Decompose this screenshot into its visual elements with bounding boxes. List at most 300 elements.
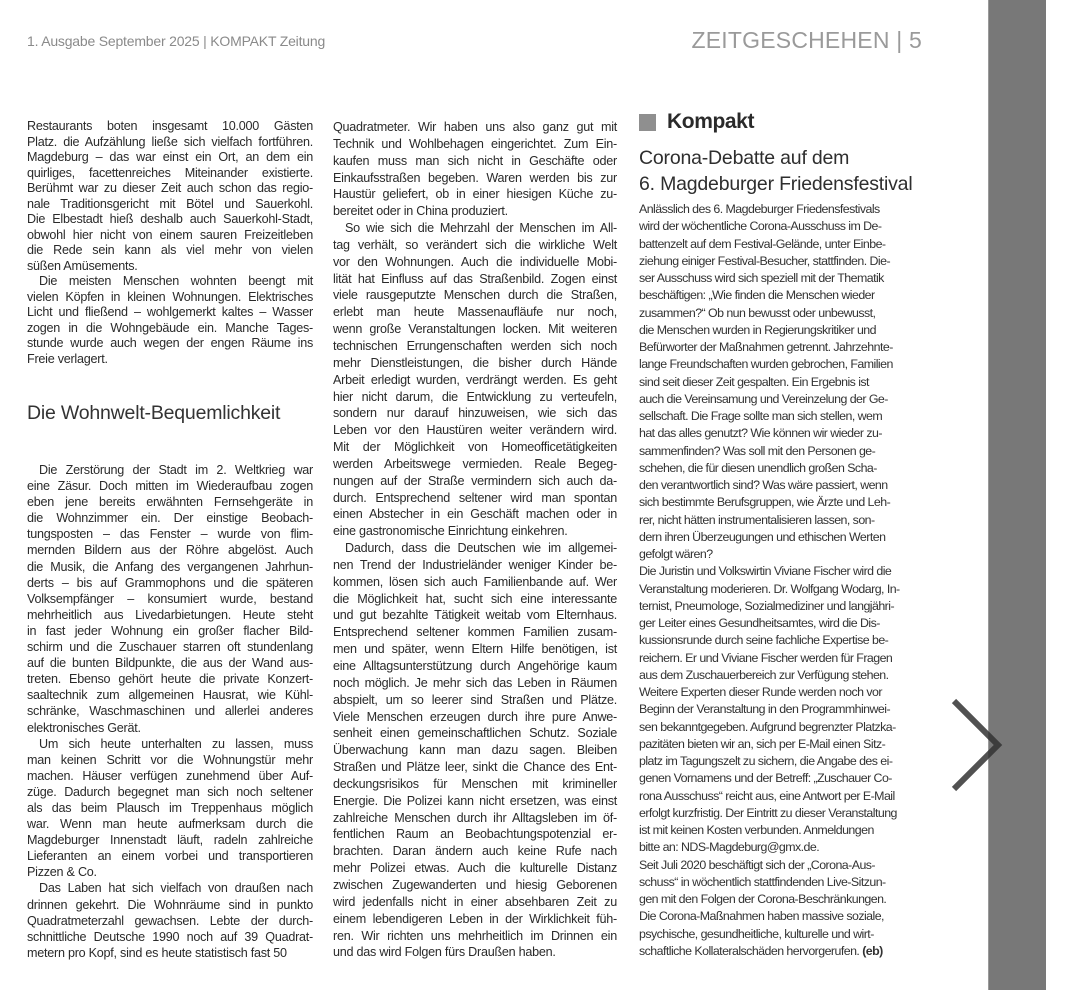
line-text: schaftliche Kollateralschäden hervorgerufen. [639,943,860,958]
line-text: Technik und Wohlbehagen eingerichtet. Zum Ein- [333,136,617,151]
line-text: So wie sich die Mehrzahl der Menschen im All- [345,221,617,236]
line-text: Haustür geliefert, ob in einer hiesigen Küche zu- [333,187,617,202]
line-text: saaltechnik zum allgemeinen Hausrat, wie Kühl- [27,688,313,703]
line-text: mehr Dienstleistungen, die bisher durch Hände [333,355,617,370]
text-line [639,719,923,736]
text-line [333,456,617,473]
text-line [27,135,313,151]
line-text: Magdeburger Innenstadt läuft, radeln zahlreiche [27,833,313,848]
line-text: mehrheitlich aus Livedarbietungen. Heute steht [27,607,313,622]
text-line [27,166,313,182]
line-text: derts – bis auf Grammophons und die späteren [27,575,313,590]
text-line [27,848,313,864]
text-line [333,574,617,591]
line-text: Entsprechend seltener kommen Familien zusam- [333,625,617,640]
line-text: Platz. die Aufzählung ließe sich vielfach fortführen. [27,134,313,149]
text-line [333,624,617,641]
text-line [639,305,923,322]
text-line [639,650,923,667]
line-text: Arbeit erledigt wurden, verdrängt werden. Es geht [333,372,617,387]
text-line [27,897,313,913]
line-text: sammenfinden? Was soll mit den Personen ge- [639,443,876,458]
line-text: war. Wenn man heute aufmerksam durch die [27,817,313,832]
line-text: Die meisten Menschen wohnten beengt mit [39,274,313,288]
paragraph [27,880,313,960]
text-line [639,891,923,908]
line-text: Einkaufsstraßen begeben. Waren werden bis zur [333,170,617,185]
text-line [27,274,313,290]
text-line [639,374,923,391]
text-line [27,607,313,623]
line-text: Um sich heute unterhalten zu lassen, muss [39,736,313,751]
paragraph [333,220,617,540]
kompakt-article-title [639,145,912,197]
line-text: kommen, lösen sich auch Familienbande auf. Wer [333,574,617,589]
line-text: Straßen und Plätze leer, sinkt die Chance des Ent- [333,760,617,775]
text-line [27,494,313,510]
article-column-1-section [27,462,313,961]
section-page-label: ZEITGESCHEHEN | 5 [691,27,922,53]
kompakt-article-body [639,201,923,960]
text-line [333,405,617,422]
text-line [333,506,617,523]
text-line [639,425,923,442]
line-text: obwohl hier nicht von einem sauren Freizeitleben [27,227,313,242]
text-line [639,460,923,477]
line-text: stunde wurde auch wegen der engen Räume ins [27,336,313,350]
line-text: zahlreiche Menschen durch ihr Alltagsleben im öf- [333,810,617,825]
text-line [639,598,923,615]
line-text: sellschaft. Die Frage sollte man sich stellen, wem [639,409,883,423]
text-line [27,832,313,848]
line-text: noch möglich. Je mehr sich das Leben in Räumen [333,675,617,690]
title-line: Corona-Debatte auf dem [639,147,850,169]
line-text: Anlässlich des 6. Magdeburger Friedensfestivals [639,202,880,216]
text-line [27,655,313,671]
issue-info: 1. Ausgabe September 2025 | KOMPAKT Zeitung [27,33,326,49]
line-text: vielen Köpfen in kleinen Wohnungen. Elektrisches [27,289,313,304]
line-text: mernden Bildern aus der Röhre abgelöst. Auch [27,543,313,558]
text-line [333,877,617,894]
text-line [333,641,617,658]
line-text: senheit einen gemeinschaftlichen Schutz. Soziale [333,726,617,741]
line-text: elektronisches Gerät. [27,720,141,735]
text-line [27,478,313,494]
line-text: ger Leiter eines Gesundheitsamtes, wird die Dis- [639,616,880,630]
text-line [27,913,313,929]
text-line [639,926,923,943]
line-text: die Wohnzimmer ein. Der einstige Beobach- [27,511,313,526]
text-line [639,770,923,787]
line-text: Pizzen & Co. [27,865,97,880]
text-line [333,843,617,860]
line-text: nale Traditionsgericht mit Bötel und Sauerkohl. [27,196,313,211]
text-line [333,911,617,928]
kompakt-section-header [639,110,754,134]
text-line [639,391,923,408]
line-text: Quadratmeter. Wir haben uns also ganz gut mit [333,120,617,134]
text-line [639,253,923,270]
line-text: rer, nicht hätten instrumentalisieren lassen, son- [639,512,875,527]
line-text: wird jedenfalls nicht in einer absehbaren Zeit zu [333,894,617,909]
line-text: die Rede sein kann als viel mehr von vielen [27,243,313,257]
text-line [27,119,313,135]
text-line [333,591,617,608]
text-line [333,557,617,574]
text-line [27,703,313,719]
section-marker-square [639,114,656,131]
line-text: wird der wöchentliche Corona-Ausschuss im De- [639,219,882,234]
line-text: Das Laben hat sich vielfach von draußen nach [39,881,313,896]
paragraph [27,274,313,367]
line-text: aus dem Zuschauerbereich zur Verfügung stehen. [639,667,889,682]
text-line [27,736,313,752]
text-line [639,581,923,598]
line-text: zwischen Zugewanderten und hiesig Geborenen [333,877,617,892]
article-column-1-intro [27,119,313,367]
text-line [27,228,313,244]
text-line [27,752,313,768]
line-text: reichern. Er und Viviane Fischer werden für Fragen [639,650,893,665]
text-line [27,510,313,526]
text-line [27,181,313,197]
line-text: Energie. Die Polizei kann nicht ersetzen, was einst [333,793,617,808]
line-text: genen Vornamens und der Betreff: „Zuschauer Co- [639,771,892,786]
line-text: erfolgt kurzfristig. Der Eintritt zu dieser Veranstaltung [639,805,897,820]
text-line [333,203,617,220]
line-text: und gut bezahlte Tätigkeit weitab vom Elternhaus. [333,608,617,623]
article-column-2 [333,119,617,961]
line-text: eine Zäsur. Doch mitten im Wiederaufbau zogen [27,479,313,494]
line-text: lange Freundschaften wurden gebrochen, Familien [639,357,893,372]
text-line [27,243,313,259]
text-line [27,321,313,337]
line-text: in fast jeder Wohnung ein großer flacher Bild- [27,623,313,638]
text-line [27,352,313,368]
text-line [639,236,923,253]
text-line [639,322,923,339]
line-text: den verantwortlich sind? Was wäre passiert, wenn [639,478,888,492]
paragraph [639,201,923,563]
author-signature: (eb) [862,943,883,958]
line-text: man keinen Schritt vor die Wohnungstür mehr [27,752,313,767]
line-text: gefolgt wären? [639,547,713,561]
text-line [333,658,617,675]
text-line [333,186,617,203]
text-line [639,339,923,356]
text-line [27,768,313,784]
line-text: ren. Wir richten uns mehrheitlich im Drinnen ein [333,928,617,943]
line-text: Befürworter der Maßnahmen getrennt. Jahrzehnte- [639,340,893,354]
paragraph [333,119,617,220]
line-text: ziehung einiger Festival-Besucher, stattfinden. Die- [639,253,891,268]
line-text: deckungsrisikos für Menschen mit krimineller [333,776,617,791]
line-text: technischen Errungenschaften werden sich noch [333,338,617,353]
line-text: tungsposten – das Fenster – wurde von flim- [27,527,313,542]
text-line [639,632,923,649]
line-text: Die Zerstörung der Stadt im 2. Weltkrieg war [39,463,313,477]
line-text: tag verhält, so verändert sich die wirkliche Welt [333,237,617,252]
text-line [639,546,923,563]
text-line [333,540,617,557]
line-text: ternist, Pneumologe, Sozialmediziner und langjähri- [639,598,895,613]
paragraph [27,462,313,736]
text-line [333,860,617,877]
text-line [333,793,617,810]
line-text: Die Elbestadt hieß deshalb auch Sauerkohl-Stadt, [27,212,313,226]
text-line [639,443,923,460]
text-line [639,287,923,304]
text-line [333,759,617,776]
text-line [27,591,313,607]
line-text: ist mit keinen Kosten verbunden. Anmeldungen [639,823,874,837]
text-line [27,784,313,800]
page-gutter-scrollbar[interactable] [988,0,1046,990]
line-text: Restaurants boten insgesamt 10.000 Gästen [27,119,313,133]
text-line [639,822,923,839]
text-line [639,805,923,822]
line-text: lität hat Einfluss auf das Straßenbild. Zogen einst [333,271,617,286]
line-text: Mit der Möglichkeit von Homeofficetätigkeiten [333,440,617,455]
line-text: schehen, die für diesen unendlich großen Scha- [639,460,877,475]
text-line [27,462,313,478]
line-text: quirliges, facettenreiches Miteinander existierte. [27,165,313,180]
line-text: Magdeburg – das war einst ein Ort, an dem ein [27,150,313,164]
paragraph [27,736,313,881]
text-line [27,290,313,306]
text-line [333,254,617,271]
line-text: machen. Häuser verfügen zunehmend über Auf- [27,768,313,783]
line-text: dern ihren Überzeugungen und ethischen Werten [639,529,886,544]
line-text: sen bekanntgegeben. Aufgrund begrenzter Platzka- [639,719,896,734]
line-text: Volksempfänger – konsumiert wurde, bestand [27,591,313,606]
text-line [639,408,923,425]
text-line [27,720,313,736]
text-line [27,526,313,542]
text-line [333,709,617,726]
line-text: platz im Tagungszelt zu sichern, die Angabe des ei- [639,754,893,768]
line-text: als das beim Plausch im Treppenhaus möglich [27,800,313,815]
text-line [333,439,617,456]
line-text: metern pro Kopf, sind es heute statistisch fast 50 [27,945,287,960]
text-line [333,304,617,321]
text-line [639,477,923,494]
line-text: vor den Wohnungen. Auch die individuelle Mobi- [333,254,617,269]
line-text: nungen auf der Straße vermindern sich auch da- [333,473,617,488]
text-line [639,356,923,373]
line-text: sind seit dieser Zeit gespalten. Ein Ergebnis ist [639,374,869,389]
line-text: gen mit den Folgen der Corona-Beschränkungen. [639,892,887,906]
line-text: fentlichen Raum an Beobachtungspotenzial er- [333,827,617,842]
text-line [333,119,617,136]
line-text: Freie verlagert. [27,351,108,366]
text-line [639,563,923,580]
text-line [333,490,617,507]
text-line [333,928,617,945]
next-page-button[interactable] [948,695,1008,795]
line-text: erlebt man heute Massenaufläufe nur noch, [333,305,617,320]
line-text: auch die Vereinsamung und Vereinzelung der Ge- [639,391,888,406]
line-text: sondern nur darauf hinzuweisen, wie sich das [333,406,617,421]
text-line [639,270,923,287]
text-line [639,684,923,701]
text-line [27,305,313,321]
text-line [333,287,617,304]
line-text: kussionsrunde durch seine fachliche Expertise be- [639,633,889,648]
text-line [639,218,923,235]
text-line [333,422,617,439]
line-text: Quadratmeterzahl gewachsen. Lebte der durch- [27,913,313,928]
line-text: ser Ausschuss wird sich speziell mit der Thematik [639,271,884,285]
line-text: hier nicht darum, die Entwicklung zu verteufeln, [333,389,617,404]
line-text: bitte an: NDS-Magdeburg@gmx.de. [639,840,820,855]
text-line [639,529,923,546]
text-line [27,687,313,703]
text-line [27,259,313,275]
text-line [333,355,617,372]
line-text: Die Juristin und Volkswirtin Viviane Fischer wird die [639,564,892,579]
line-text: drinnen gekehrt. Die Wohnräume sind in punkto [27,897,313,912]
text-line [333,338,617,355]
line-text: schränke, Waschmaschinen und allerlei anderes [27,704,313,719]
paragraph [333,540,617,961]
text-line [333,271,617,288]
text-line [333,136,617,153]
line-text: Dadurch, dass die Deutschen wie im allgemei- [345,541,617,556]
paragraph [639,563,923,856]
text-line [27,150,313,166]
line-text: eine Alltagsunterstützung durch Angehörige kaum [333,659,617,673]
text-line [639,201,923,218]
line-text: Seit Juli 2020 beschäftigt sich der „Corona-Aus- [639,857,876,872]
line-text: süßen Amüsements. [27,258,138,273]
text-line [27,542,313,558]
line-text: mehr Polizei etwas. Auch die kulturelle Distanz [333,861,617,876]
text-line [639,874,923,891]
paragraph [639,857,923,961]
text-line [333,692,617,709]
line-text: Leben vor den Haustüren weiter verändern wird. [333,423,617,438]
text-line [639,667,923,684]
line-text: treten. Ebenso gehört heute die private Konzert- [27,672,313,687]
text-line [333,473,617,490]
text-line [333,675,617,692]
chevron-right-icon [948,695,1008,795]
line-text: beschäftigen: „Wie finden die Menschen wieder [639,288,875,303]
line-text: Die Corona-Maßnahmen haben massive soziale, [639,909,884,924]
text-line [333,607,617,624]
line-text: die Musik, die Anfang des vergangenen Jahrhun- [27,559,313,574]
text-line [639,788,923,805]
text-line [333,742,617,759]
line-text: kaufen muss man sich nicht in Geschäfte oder [333,153,617,168]
kompakt-label: Kompakt [667,110,755,133]
line-text: eben jene bereits erwähnten Fernsehgeräte in [27,495,313,510]
line-text: zusammen?“ Ob nun bewusst oder unbewusst, [639,305,876,320]
line-text: die Möglichkeit hat, sucht sich eine interessante [333,591,617,606]
text-line [27,212,313,228]
line-text: Berühmt war zu dieser Zeit auch schon das regio- [27,181,313,195]
line-text: wenn große Veranstaltungen locken. Mit weiteren [333,322,617,337]
text-line [27,816,313,832]
line-text: nen Trend der Industrieländer weniger Kinder be- [333,557,617,572]
text-line [27,671,313,687]
line-text: viele rausgeputzte Menschen durch die Straßen, [333,288,617,303]
text-line [27,639,313,655]
text-line [333,389,617,406]
line-text: Licht und fließend – wohlgemerkt kaltes – Wasser [27,305,313,319]
text-line [639,701,923,718]
text-line [333,220,617,237]
line-text: pazitäten bieten wir an, sich per E-Mail einen Sitz- [639,736,886,751]
text-line [27,800,313,816]
line-text: durch. Entsprechend seltener wird man spontan [333,490,617,505]
line-text: zogen in die Wohngebäude ein. Manche Tages- [27,320,313,335]
line-text: rona Ausschuss“ reicht aus, eine Antwort per E-Mail [639,788,895,803]
text-line [27,197,313,213]
text-line [27,623,313,639]
line-text: abspielt, um so leerer sind Straßen und Plätze. [333,692,617,707]
text-line [333,372,617,389]
line-text: schirm und die Zuschauer starren oft stundenlang [27,640,313,655]
line-text: einem lebendigeren Leben in der Wirklichkeit füh- [333,911,617,926]
text-line [333,153,617,170]
line-text: sich bestimmte Berufsgruppen, wie Ärzte und Leh- [639,495,891,510]
line-text: battenzelt auf dem Festival-Gelände, unter Einbe- [639,236,886,251]
text-line [639,736,923,753]
text-line [27,575,313,591]
line-text: bereitet oder in China produziert. [333,204,508,219]
line-text: psychische, gesundheitliche, kulturelle und wirt- [639,926,874,941]
text-line [333,810,617,827]
text-line [27,864,313,880]
text-line [639,512,923,529]
text-line [639,753,923,770]
title-line: 6. Magdeburger Friedensfestival [639,173,913,195]
line-text: Viele Menschen erzeugen durch ihre pure Anwe- [333,709,617,724]
line-text: auf die bunten Bildpunkte, die aus der Wand aus- [27,656,313,671]
line-text: Weitere Experten dieser Runde werden noch vor [639,685,882,699]
text-line [639,943,923,960]
line-text: die Menschen wurden in Regierungskritiker und [639,322,876,337]
text-line [27,336,313,352]
text-line [639,908,923,925]
line-text: Beginn der Veranstaltung in den Programmhinwei- [639,702,891,717]
line-text: eine gastronomische Einrichtung einkehren. [333,524,568,539]
text-line [333,523,617,540]
line-text: schnittliche Deutsche 1990 noch auf 39 Quadrat- [27,929,313,944]
text-line [639,615,923,632]
line-text: und das wird Folgen fürs Draußen haben. [333,945,556,960]
line-text: einen Abstecher in ein Geschäft machen oder in [333,507,617,522]
text-line [639,494,923,511]
text-line [333,321,617,338]
text-line [27,945,313,961]
line-text: werden Arbeitswege vermieden. Reale Begeg- [333,456,617,471]
text-line [27,559,313,575]
paragraph [27,119,313,274]
line-text: züge. Dadurch begegnet man sich noch seltener [27,784,313,799]
line-text: schuss“ in wöchentlich stattfindenden Live-Sitzun- [639,874,886,889]
text-line [639,839,923,856]
text-line [333,237,617,254]
text-line [27,929,313,945]
text-line [333,725,617,742]
text-line [333,944,617,961]
text-line [333,826,617,843]
article-subheading: Die Wohnwelt-Bequemlichkeit [27,402,281,424]
line-text: brachten. Daran ändern auch keine Rufe nach [333,844,617,859]
